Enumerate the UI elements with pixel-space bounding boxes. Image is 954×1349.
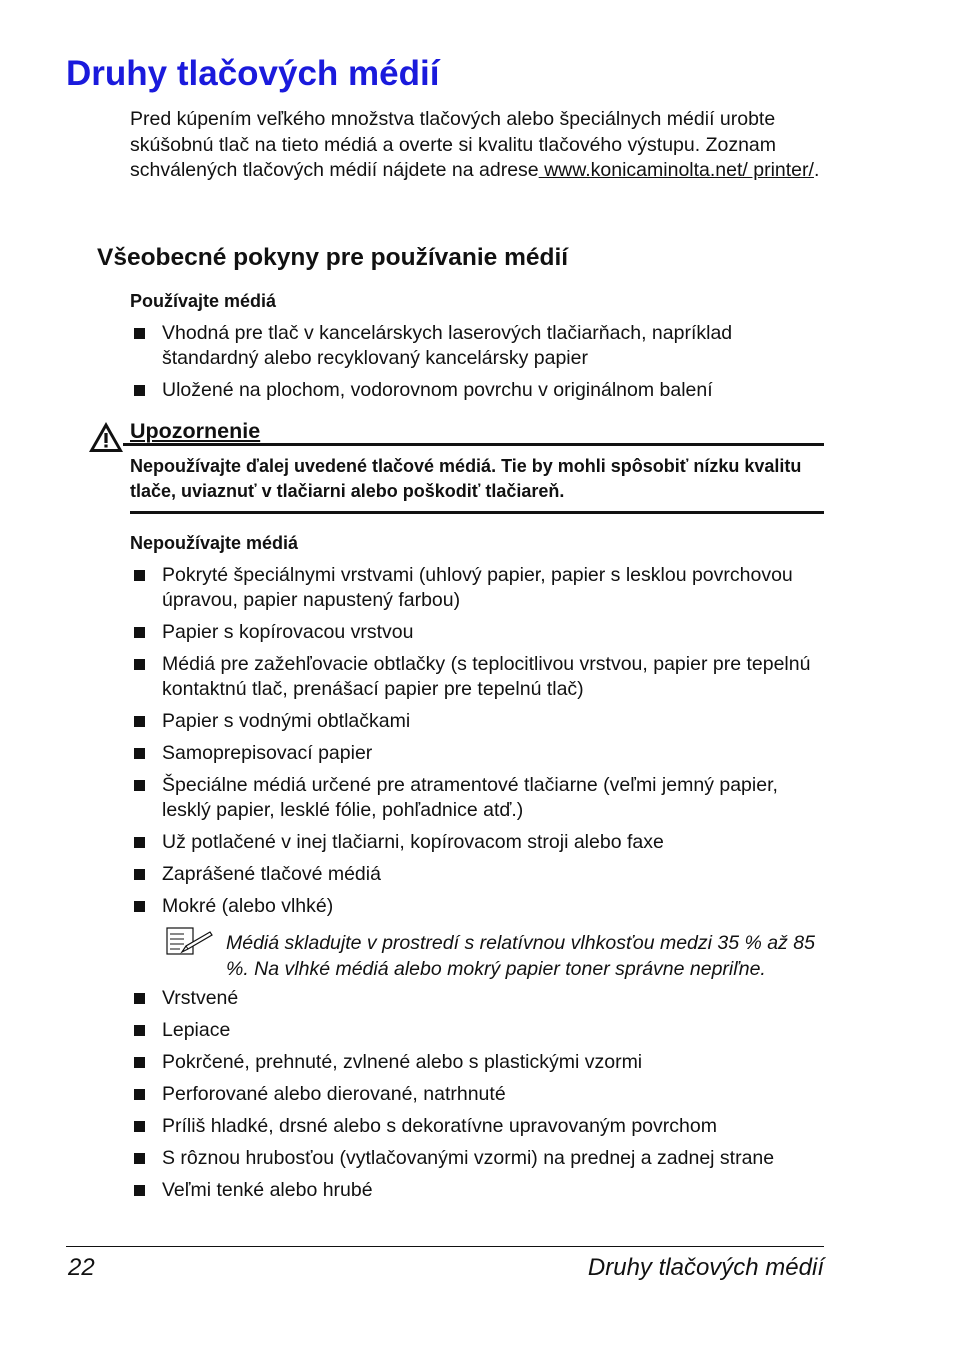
list-item-text: Papier s vodnými obtlačkami <box>162 710 411 732</box>
intro-paragraph <box>130 107 830 184</box>
page-number: 22 <box>68 1254 95 1281</box>
note-pencil-icon <box>166 927 214 955</box>
list-item <box>130 1114 830 1139</box>
bullet-icon <box>134 1153 145 1164</box>
page-title: Druhy tlačových médií <box>66 54 440 93</box>
list-item-text: Uložené na plochom, vodorovnom povrchu v originálnom balení <box>162 379 713 401</box>
dont-use-media-list-continued <box>130 986 830 1210</box>
list-item-text: Zaprášené tlačové médiá <box>162 863 381 885</box>
list-item <box>130 1050 830 1075</box>
list-item-text: S rôznou hrubosťou (vytlačovanými vzormi) na prednej a zadnej strane <box>162 1147 775 1169</box>
list-item-text: Papier s kopírovacou vrstvou <box>162 621 414 643</box>
list-item-text: Mokré (alebo vlhké) <box>162 895 334 917</box>
list-item <box>130 709 830 734</box>
bullet-icon <box>134 627 145 638</box>
bullet-icon <box>134 659 145 670</box>
list-item <box>130 321 830 371</box>
list-item-text: Médiá pre zažehľovacie obtlačky (s teplocitlivou vrstvou, papier pre tepelnú kontaktnú tlač, prenášací papier pre tepelnú tlač) <box>162 653 811 700</box>
footer-rule <box>66 1246 824 1247</box>
footer-title: Druhy tlačových médií <box>587 1254 824 1281</box>
intro-text: Pred kúpením veľkého množstva tlačových alebo špeciálnych médií urobte skúšobnú tlač na tieto médiá a overte si kvalitu tlačového výstupu. Zoznam schválených tlačových médií nájdete na adrese <box>130 108 777 181</box>
list-item-text: Špeciálne médiá určené pre atramentové tlačiarne (veľmi jemný papier, lesklý papier, lesklé fólie, pohľadnice atď.) <box>162 774 778 821</box>
list-item <box>130 620 830 645</box>
list-item-text: Vrstvené <box>162 987 239 1009</box>
list-item <box>130 1146 830 1171</box>
list-item <box>130 986 830 1011</box>
list-item-text: Už potlačené v inej tlačiarni, kopírovacom stroji alebo faxe <box>162 831 664 853</box>
list-item <box>130 862 830 887</box>
use-media-label: Používajte médiá <box>130 291 277 311</box>
list-item-text: Pokrčené, prehnuté, zvlnené alebo s plastickými vzormi <box>162 1051 643 1073</box>
bullet-icon <box>134 1121 145 1132</box>
list-item <box>130 1018 830 1043</box>
list-item-text: Samoprepisovací papier <box>162 742 373 764</box>
list-item-text: Vhodná pre tlač v kancelárskych laserových tlačiarňach, napríklad štandardný alebo recyklovaný kancelársky papier <box>162 322 733 369</box>
caution-text: Nepoužívajte ďalej uvedené tlačové médiá. Tie by mohli spôsobiť nízku kvalitu tlače, uviaznuť v tlačiarni alebo poškodiť tlačiareň. <box>130 456 802 501</box>
caution-bottom-rule <box>130 511 824 514</box>
bullet-icon <box>134 385 145 396</box>
list-item-text: Príliš hladké, drsné alebo s dekoratívne upravovaným povrchom <box>162 1115 717 1137</box>
caution-title: Upozornenie <box>130 419 261 443</box>
list-item <box>130 563 830 613</box>
intro-end: . <box>813 159 820 181</box>
bullet-icon <box>134 1185 145 1196</box>
dont-use-media-list <box>130 563 830 926</box>
list-item <box>130 894 830 919</box>
list-item <box>130 652 830 702</box>
dont-use-media-label: Nepoužívajte médiá <box>130 533 299 553</box>
konicaminolta-link[interactable]: www.konicaminolta.net/ printer/ <box>538 159 814 181</box>
caution-top-rule <box>123 443 824 446</box>
bullet-icon <box>134 328 145 339</box>
bullet-icon <box>134 1025 145 1036</box>
bullet-icon <box>134 837 145 848</box>
bullet-icon <box>134 780 145 791</box>
bullet-icon <box>134 716 145 727</box>
note-text: Médiá skladujte v prostredí s relatívnou vlhkosťou medzi 35 % až 85 %. Na vlhké médiá alebo mokrý papier toner správne nepriľne. <box>226 932 815 980</box>
list-item-text: Perforované alebo dierované, natrhnuté <box>162 1083 506 1105</box>
list-item-text: Pokryté špeciálnymi vrstvami (uhlový papier, papier s lesklou povrchovou úpravou, papier napustený farbou) <box>162 564 793 611</box>
bullet-icon <box>134 1057 145 1068</box>
list-item <box>130 378 830 403</box>
list-item <box>130 1178 830 1203</box>
bullet-icon <box>134 570 145 581</box>
bullet-icon <box>134 901 145 912</box>
section-heading: Všeobecné pokyny pre používanie médií <box>97 244 569 271</box>
bullet-icon <box>134 748 145 759</box>
list-item <box>130 741 830 766</box>
bullet-icon <box>134 1089 145 1100</box>
bullet-icon <box>134 869 145 880</box>
list-item <box>130 773 830 823</box>
list-item <box>130 1082 830 1107</box>
use-media-list <box>130 321 830 410</box>
warning-triangle-icon <box>88 421 124 453</box>
list-item-text: Lepiace <box>162 1019 231 1041</box>
list-item <box>130 830 830 855</box>
list-item-text: Veľmi tenké alebo hrubé <box>162 1179 373 1201</box>
bullet-icon <box>134 993 145 1004</box>
